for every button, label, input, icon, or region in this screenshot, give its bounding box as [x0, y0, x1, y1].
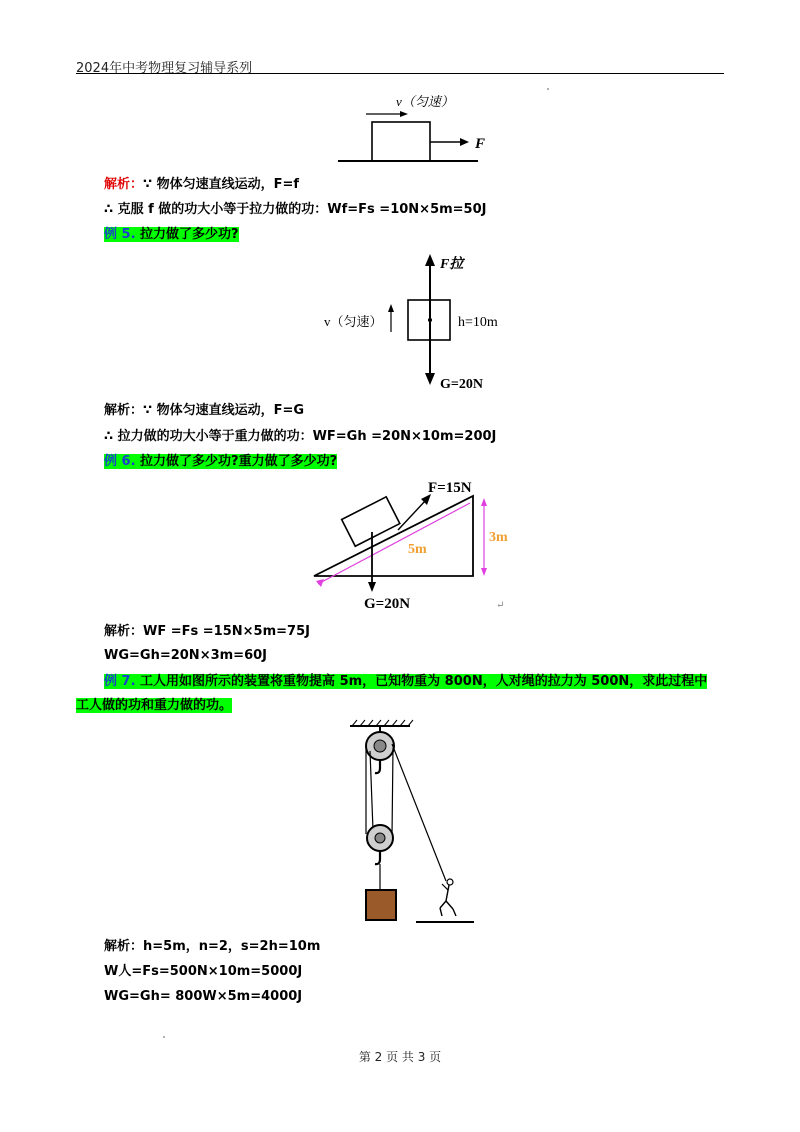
- example-7-question-line2: 工人做的功和重力做的功。: [76, 698, 233, 713]
- fig1-force-label: F: [475, 136, 486, 152]
- page-header: 2024年中考物理复习辅导系列: [76, 61, 253, 76]
- fig2-velocity-label: v（匀速）: [324, 314, 383, 329]
- header-rule: [76, 73, 724, 74]
- sol5-line1: 解析：∵ 物体匀速直线运动，F=G: [104, 403, 305, 418]
- sol6-line2: WG=Gh=20N×3m=60J: [104, 648, 267, 663]
- example-7-question-line1: 工人用如图所示的装置将重物提高 5m，已知物重为 800N，人对绳的拉力为 500N，求此过程中: [135, 674, 708, 689]
- example-7-line2: [76, 697, 232, 715]
- example-5-number: 例 5.: [104, 227, 136, 242]
- figure-vertical-lift: [318, 252, 518, 392]
- sol4-line2: ∴ 克服 f 做的功大小等于拉力做的功：Wf=Fs =10N×5m=50J: [104, 202, 487, 217]
- sol4-line1: [104, 176, 299, 194]
- sol5-line2: ∴ 拉力做的功大小等于重力做的功：WF=Gh =20N×10m=200J: [104, 429, 497, 444]
- example-5: [104, 226, 239, 244]
- fig1-velocity-label: v（匀速）: [396, 94, 454, 109]
- return-mark: ↵: [496, 600, 505, 611]
- page-footer: 第 2 页 共 3 页: [358, 1050, 442, 1064]
- speck: [547, 88, 549, 90]
- fig2-weight-label: G=20N: [440, 377, 483, 392]
- fig3-height-label: 3m: [489, 530, 508, 545]
- sol7-line1: 解析：h=5m，n=2，s=2h=10m: [104, 939, 321, 954]
- figure-incline: [308, 478, 538, 618]
- sol7-line2: W人=Fs=500N×10m=5000J: [104, 964, 303, 979]
- example-6: [104, 453, 337, 471]
- fig3-length-label: 5m: [408, 542, 427, 557]
- sol7-line3: WG=Gh= 800W×5m=4000J: [104, 989, 303, 1004]
- fig2-height-label: h=10m: [458, 315, 498, 330]
- figure-block-horizontal: [338, 92, 498, 162]
- fig2-force-label: F拉: [440, 257, 464, 272]
- example-6-number: 例 6.: [104, 454, 136, 469]
- sol4-line1-text: ∵ 物体匀速直线运动，F=f: [143, 177, 300, 192]
- example-7-number: 例 7.: [104, 674, 136, 689]
- figure-pulley-system: [340, 718, 500, 928]
- fig3-force-label: F=15N: [428, 480, 472, 496]
- sol6-line1: 解析：WF =Fs =15N×5m=75J: [104, 624, 310, 639]
- example-7-line1: [104, 673, 707, 691]
- speck: [163, 1036, 165, 1038]
- example-5-question: 拉力做了多少功?: [135, 227, 239, 242]
- fig3-weight-label: G=20N: [364, 596, 411, 612]
- sol4-prefix: 解析：: [104, 177, 144, 192]
- example-6-question: 拉力做了多少功?重力做了多少功?: [135, 454, 338, 469]
